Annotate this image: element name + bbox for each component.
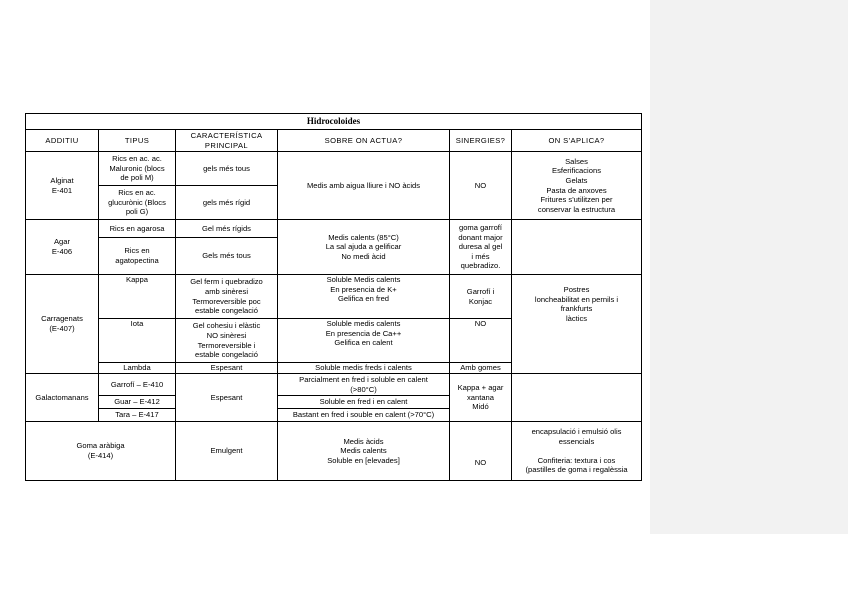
sinergies-cell: Garrofí i Konjac: [450, 275, 512, 319]
header-sinergies: SINERGIES?: [450, 130, 512, 152]
tipus-cell: Rics en ac. ac. Maluronic (blocs de poli M): [99, 152, 176, 186]
additiu-agar: Agar E-406: [26, 220, 99, 275]
tipus-cell: Garrofí – E-410: [99, 374, 176, 396]
actua-cell: Soluble medis calents En presencia de Ca++ Gelifica en calent: [278, 319, 450, 363]
sinergies-cell: goma garrofí donant major duresa al gel i més quebradizo.: [450, 220, 512, 275]
additiu-galactomanans: Galactomanans: [26, 374, 99, 422]
side-panel: [650, 0, 848, 534]
actua-cell: Soluble medis freds i calents: [278, 363, 450, 374]
actua-cell: Soluble en fred i en calent: [278, 396, 450, 409]
sinergies-cell: NO: [450, 422, 512, 481]
sinergies-cell: NO: [450, 319, 512, 363]
additiu-goma-arabiga: Goma aràbiga (E-414): [26, 422, 176, 481]
tipus-cell: Rics en agatopectina: [99, 238, 176, 275]
caracteristica-cell: Gel cohesiu i elàstic NO sinèresi Termoreversible i estable congelació: [176, 319, 278, 363]
caracteristica-cell: gels més rígid: [176, 186, 278, 220]
header-on-saplica: ON S'APLICA?: [512, 130, 642, 152]
tipus-cell: Rics en ac. glucurònic (Blocs poli G): [99, 186, 176, 220]
aplica-cell-empty: [512, 220, 642, 275]
caracteristica-cell: Emulgent: [176, 422, 278, 481]
tipus-cell: Rics en agarosa: [99, 220, 176, 238]
tipus-cell: Tara – E-417: [99, 409, 176, 422]
document-page: [25, 113, 641, 481]
header-additiu: ADDITIU: [26, 130, 99, 152]
hidrocoloides-table: [25, 113, 642, 481]
aplica-cell-empty: [512, 374, 642, 422]
actua-cell: Medis àcids Medis calents Soluble en [elevades]: [278, 422, 450, 481]
caracteristica-cell: gels més tous: [176, 152, 278, 186]
table-title: Hidrocoloides: [26, 114, 642, 130]
sinergies-cell: Kappa + agar xantana Midó: [450, 374, 512, 422]
actua-cell: Bastant en fred i souble en calent (>70°C): [278, 409, 450, 422]
caracteristica-cell: Espesant: [176, 363, 278, 374]
header-tipus: TIPUS: [99, 130, 176, 152]
aplica-cell: Postres loncheabilitat en pernils i frankfurts làctics: [512, 275, 642, 374]
actua-cell: Medis amb aigua lliure i NO àcids: [278, 152, 450, 220]
aplica-cell: encapsulació i emulsió olis essencials Confiteria: textura i cos (pastilles de goma i regalèssia: [512, 422, 642, 481]
actua-cell: Soluble Medis calents En presencia de K+ Gelifica en fred: [278, 275, 450, 319]
tipus-cell: Kappa: [99, 275, 176, 319]
caracteristica-cell: Gels més tous: [176, 238, 278, 275]
header-sobre-on-actua: SOBRE ON ACTUA?: [278, 130, 450, 152]
caracteristica-cell: Gel ferm i quebradizo amb sinèresi Termoreversible poc estable congelació: [176, 275, 278, 319]
additiu-alginat: Alginat E-401: [26, 152, 99, 220]
caracteristica-cell: Gel més rígids: [176, 220, 278, 238]
additiu-carragenats: Carragenats (E-407): [26, 275, 99, 374]
sinergies-cell: Amb gomes: [450, 363, 512, 374]
sinergies-cell: NO: [450, 152, 512, 220]
header-caracteristica: CARACTERÍSTICA PRINCIPAL: [176, 130, 278, 152]
tipus-cell: Lambda: [99, 363, 176, 374]
actua-cell: Parcialment en fred i soluble en calent (>80°C): [278, 374, 450, 396]
tipus-cell: Iota: [99, 319, 176, 363]
aplica-cell: Salses Esferificacions Gelats Pasta de anxoves Fritures s'utilitzen per conservar la estructura: [512, 152, 642, 220]
caracteristica-cell: Espesant: [176, 374, 278, 422]
tipus-cell: Guar – E-412: [99, 396, 176, 409]
actua-cell: Medis calents (85°C) La sal ajuda a gelificar No medi àcid: [278, 220, 450, 275]
